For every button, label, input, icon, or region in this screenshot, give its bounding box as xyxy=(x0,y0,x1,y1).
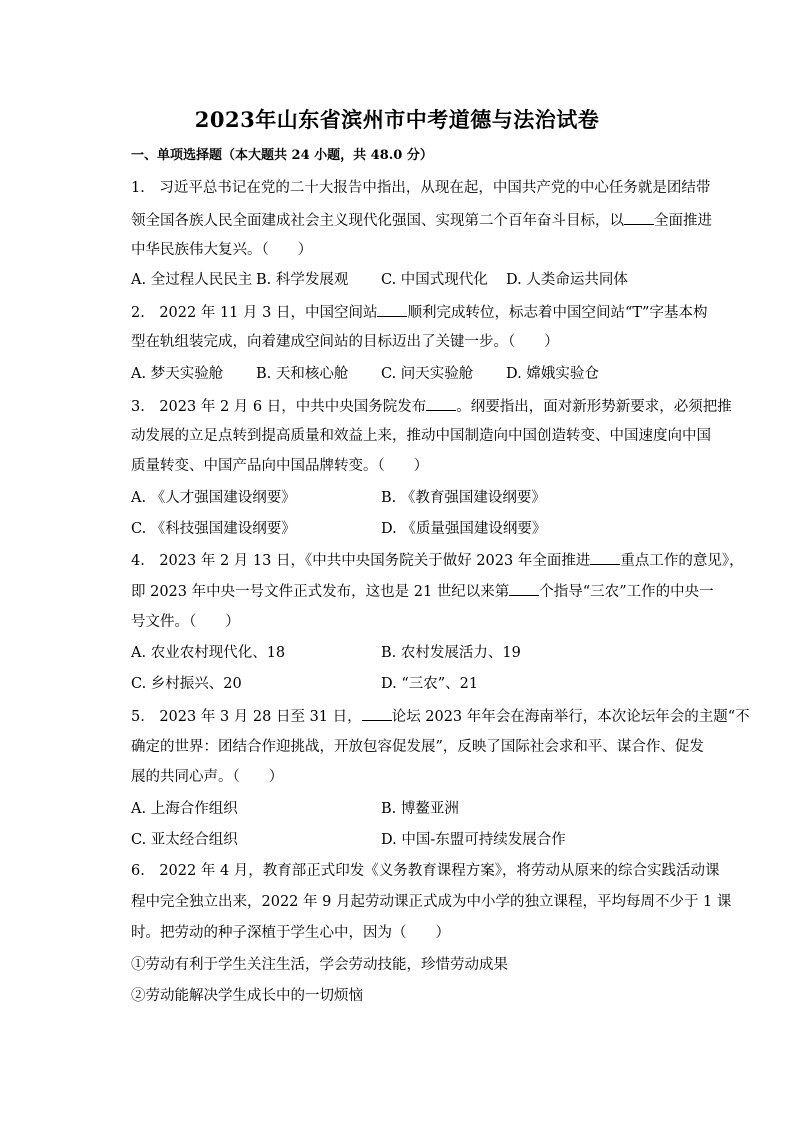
q3-option-d: D. 《质量强国建设纲要》 xyxy=(381,521,547,537)
q4-line-3: 号文件。（ ） xyxy=(131,614,240,630)
q6-statement-1: ①劳动有利于学生关注生活，学会劳动技能，珍惜劳动成果 xyxy=(131,957,508,973)
q1-option-c: C. 中国式现代化 xyxy=(381,272,488,288)
q6-line-3: 时。把劳动的种子深植于学生心中，因为（ ） xyxy=(131,925,450,941)
q1-option-d: D. 人类命运共同体 xyxy=(506,272,628,288)
q3-text-b: 。纲要指出，面对新形势新要求，必须把推 xyxy=(456,399,732,415)
q5-option-d: D. 中国-东盟可持续发展合作 xyxy=(381,832,566,848)
q1-line-2 xyxy=(131,210,712,231)
q1-option-b: B. 科学发展观 xyxy=(256,272,349,288)
q5-line-2: 确定的世界：团结合作迎挑战，开放包容促发展”，反映了国际社会求和平、谋合作、促发 xyxy=(131,739,704,755)
q5-text-b: 论坛 2023 年年会在海南举行，本次论坛年会的主题“不 xyxy=(391,709,750,725)
q4-line-2 xyxy=(131,581,714,602)
q5-option-b: B. 博鳌亚洲 xyxy=(381,801,459,817)
answer-blank xyxy=(362,706,392,721)
q4-option-d: D. “三农”、21 xyxy=(381,676,479,692)
answer-blank xyxy=(377,302,407,317)
q2-line-1 xyxy=(131,302,707,323)
q5-line-3: 展的共同心声。（ ） xyxy=(131,769,284,785)
q1-line-3: 中华民族伟大复兴。（ ） xyxy=(131,242,313,258)
q6-line-1: 6. 2022 年 4 月，教育部正式印发《义务教育课程方案》，将劳动从原来的综合实践活动课 xyxy=(131,863,720,879)
q2-option-c: C. 问天实验舱 xyxy=(381,366,474,382)
answer-blank xyxy=(624,210,654,225)
q3-option-a: A. 《人才强国建设纲要》 xyxy=(131,490,296,506)
answer-blank xyxy=(590,550,620,565)
q2-text-b: 顺利完成转位，标志着中国空间站“T”字基本构 xyxy=(407,305,708,321)
q1-text-a: 领全国各族人民全面建成社会主义现代化强国、实现第二个百年奋斗目标，以 xyxy=(131,213,624,229)
q3-text-a: 3. 2023 年 2 月 6 日，中共中央国务院发布 xyxy=(131,399,427,415)
q4-text-d: 个指导“三农”工作的中央一 xyxy=(539,584,714,600)
answer-blank xyxy=(426,396,456,411)
q2-option-a: A. 梦天实验舱 xyxy=(131,366,224,382)
q4-text-b: 重点工作的意见》， xyxy=(620,553,744,569)
q5-line-1 xyxy=(131,706,750,727)
answer-blank xyxy=(509,581,539,596)
q1-text-b: 全面推进 xyxy=(654,213,712,229)
q4-text-a: 4. 2023 年 2 月 13 日，《中共中央国务院关于做好 2023 年全面推进 xyxy=(131,553,591,569)
q1-line-1: 1. 习近平总书记在党的二十大报告中指出，从现在起，中国共产党的中心任务就是团结带 xyxy=(131,180,711,196)
q6-line-2: 程中完全独立出来，2022 年 9 月起劳动课正式成为中小学的独立课程，平均每周不少于 1 课 xyxy=(131,894,732,910)
q2-text-a: 2. 2022 年 11 月 3 日，中国空间站 xyxy=(131,305,378,321)
q5-option-a: A. 上海合作组织 xyxy=(131,801,238,817)
q3-line-3: 质量转变、中国产品向中国品牌转变。（ ） xyxy=(131,458,429,474)
page-title: 2023年山东省滨州市中考道德与法治试卷 xyxy=(194,107,600,132)
q2-line-2: 型在轨组装完成，向着建成空间站的目标迈出了关键一步。（ ） xyxy=(131,334,559,350)
q3-option-b: B. 《教育强国建设纲要》 xyxy=(381,490,546,506)
q5-text-a: 5. 2023 年 3 月 28 日至 31 日， xyxy=(131,709,362,725)
q6-statement-2: ②劳动能解决学生成长中的一切烦恼 xyxy=(131,988,363,1004)
q2-option-b: B. 天和核心舱 xyxy=(256,366,349,382)
q3-line-2: 动发展的立足点转到提高质量和效益上来，推动中国制造向中国创造转变、中国速度向中国 xyxy=(131,428,711,444)
q2-option-d: D. 嫦娥实验仓 xyxy=(506,366,599,382)
q4-option-a: A. 农业农村现代化、18 xyxy=(131,645,286,661)
q4-option-c: C. 乡村振兴、20 xyxy=(131,676,242,692)
q5-option-c: C. 亚太经合组织 xyxy=(131,832,238,848)
q4-text-c: 即 2023 年中央一号文件正式发布，这也是 21 世纪以来第 xyxy=(131,584,510,600)
q4-line-1 xyxy=(131,550,744,571)
section-heading: 一、单项选择题（本大题共 24 小题，共 48.0 分） xyxy=(131,148,433,163)
q4-option-b: B. 农村发展活力、19 xyxy=(381,645,521,661)
q1-option-a: A. 全过程人民民主 xyxy=(131,272,253,288)
q3-option-c: C. 《科技强国建设纲要》 xyxy=(131,521,296,537)
q3-line-1 xyxy=(131,396,732,417)
